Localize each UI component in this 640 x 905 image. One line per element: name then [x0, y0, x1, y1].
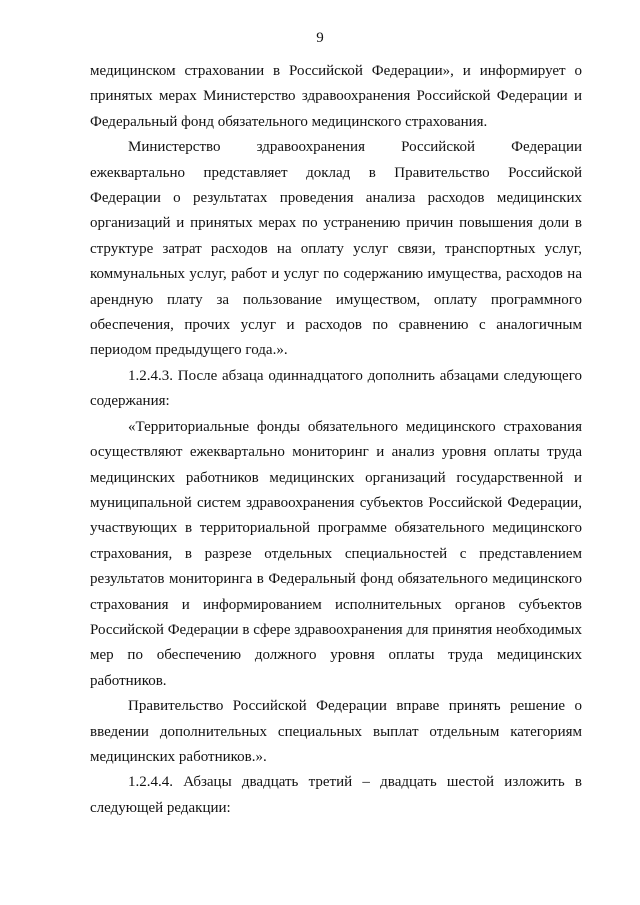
paragraph-territorial-funds: «Территориальные фонды обязательного медицинского страхования осуществляют ежеквартально мониторинг и анализ уровня оплаты труда медицинских работников медицинских организаций государственной и муниципальной систем здравоохранения субъектов Российской Федерации, участвующих в территориальной программе обязательного медицинского страхования, в разрезе отдельных специальностей с представлением результатов мониторинга в Федеральный фонд обязательного медицинского страхования и информированием исполнительных органов субъектов Российской Федерации в сфере здравоохранения для принятия необходимых мер по обеспечению должного уровня оплаты труда медицинских работников. — [90, 418, 582, 689]
paragraph-continuation: медицинском страховании в Российской Федерации», и информирует о принятых мерах Министерство здравоохранения Российской Федерации и Федеральный фонд обязательного медицинского страхования. — [90, 63, 582, 130]
paragraph-1-2-4-4: 1.2.4.4. Абзацы двадцать третий – двадцать шестой изложить в следующей редакции: — [90, 774, 582, 816]
document-body — [90, 59, 582, 821]
paragraph-ministry-report: Министерство здравоохранения Российской Федерации ежеквартально представляет доклад в Правительство Российской Федерации о результатах проведения анализа расходов медицинских организаций и принятых мерах по устранению причин повышения доли в структуре затрат расходов на оплату услуг связи, транспортных услуг, коммунальных услуг, работ и услуг по содержанию имущества, расходов на арендную плату за пользование имуществом, оплату программного обеспечения, прочих услуг и расходов по сравнению с аналогичным периодом предыдущего года.». — [90, 139, 582, 359]
paragraph-government-decision: Правительство Российской Федерации вправе принять решение о введении дополнительных специальных выплат отдельным категориям медицинских работников.». — [90, 698, 582, 765]
page-number: 9 — [316, 30, 324, 46]
paragraph-1-2-4-3: 1.2.4.3. После абзаца одиннадцатого дополнить абзацами следующего содержания: — [90, 367, 582, 410]
